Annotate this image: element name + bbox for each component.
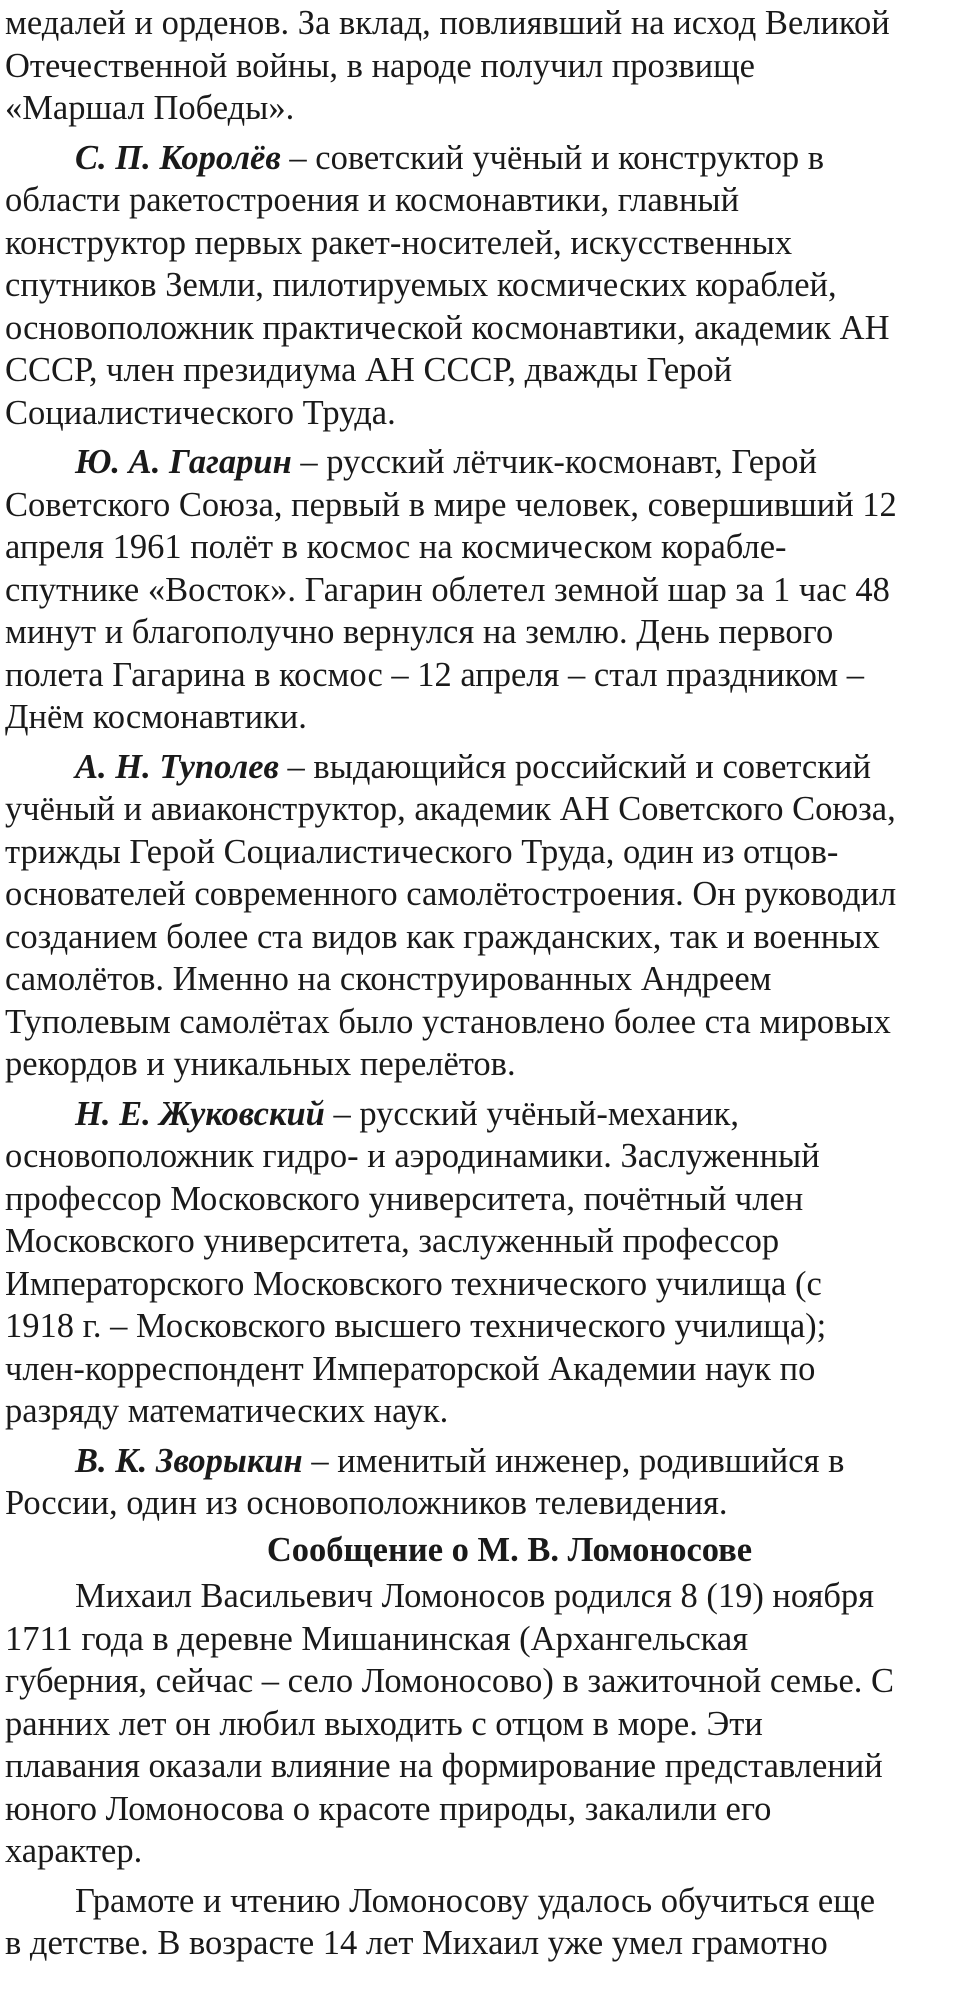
text-line: профессор Московского университета, почётный член — [5, 1179, 804, 1218]
text-line: характер. — [5, 1832, 143, 1870]
paragraph-zhukov-fragment — [5, 2, 954, 130]
text-line: Советского Союза, первый в мире человек, совершивший 12 — [5, 485, 897, 524]
lomonosov-paragraph-2 — [5, 1880, 954, 1965]
text-line: Грамоте и чтению Ломоносову удалось обучиться еще — [75, 1881, 876, 1920]
bio-name: В. К. Зворыкин — [75, 1441, 303, 1480]
bio-name: Н. Е. Жуковский — [75, 1094, 325, 1133]
section-heading: Сообщение о М. В. Ломоносове — [266, 1530, 753, 1569]
text-line: СССР, член президиума АН СССР, дважды Герой — [5, 351, 733, 389]
text-line: в детстве. В возрасте 14 лет Михаил уже умел грамотно — [5, 1924, 828, 1962]
text-line: спутников Земли, пилотируемых космических кораблей, — [5, 266, 837, 304]
bio-first-line — [5, 137, 954, 180]
text-line: Михаил Васильевич Ломоносов родился 8 (19) ноября — [75, 1577, 875, 1615]
text-line: Социалистического Труда. — [5, 393, 396, 432]
text-line: области ракетостроения и космонавтики, главный — [5, 181, 740, 219]
bio-first-rest: – советский учёный и конструктор в — [280, 138, 825, 177]
text-line: созданием более ста видов как гражданских, так и военных — [5, 917, 880, 956]
bio-first-line — [5, 746, 954, 789]
text-line: юного Ломоносова о красоте природы, закалили его — [5, 1789, 772, 1828]
lomonosov-paragraph-1 — [5, 1575, 954, 1873]
bio-first-rest: – выдающийся российский и советский — [278, 747, 871, 786]
text-line: плавания оказали влияние на формирование представлений — [5, 1747, 883, 1785]
text-line: Отечественной войны, в народе получил прозвище — [5, 46, 755, 85]
text-line: конструктор первых ракет-носителей, искусственных — [5, 223, 793, 262]
bio-first-line — [5, 1440, 954, 1483]
text-line: ранних лет он любил выходить с отцом в море. Эти — [5, 1704, 763, 1743]
text-line: учёный и авиаконструктор, академик АН Советского Союза, — [5, 790, 896, 828]
bio-first-rest: – русский лётчик-космонавт, Герой — [291, 443, 817, 481]
text-line: 1711 года в деревне Мишанинская (Архангельская — [5, 1619, 749, 1658]
bio-name: С. П. Королёв — [75, 138, 281, 177]
text-line: Туполевым самолётах было установлено более ста мировых — [5, 1002, 891, 1041]
text-line: медалей и орденов. За вклад, повлиявший на исход Великой — [5, 4, 890, 42]
bio-first-rest: – русский учёный-механик, — [324, 1094, 739, 1133]
bio-first-rest: – именитый инженер, родившийся в — [302, 1441, 845, 1480]
bio-first-line — [5, 441, 954, 484]
bio-name: А. Н. Туполев — [75, 747, 279, 786]
text-line: самолётов. Именно на сконструированных Андреем — [5, 960, 772, 998]
text-line: основоположник гидро- и аэродинамики. Заслуженный — [5, 1137, 820, 1175]
bio-tupolev — [5, 746, 954, 1086]
text-line: основоположник практической космонавтики, академик АН — [5, 308, 890, 347]
text-line: 1918 г. – Московского высшего технического училища); — [5, 1307, 827, 1345]
text-line: спутнике «Восток». Гагарин облетел земной шар за 1 час 48 — [5, 570, 890, 609]
text-line: член-корреспондент Императорской Академии наук по — [5, 1349, 816, 1388]
text-line: рекордов и уникальных перелётов. — [5, 1045, 516, 1083]
text-line: «Маршал Победы». — [5, 89, 295, 127]
bio-korolev — [5, 137, 954, 435]
bio-zworykin — [5, 1440, 954, 1525]
bio-zhukovsky — [5, 1093, 954, 1433]
text-line: России, один из основоположников телевидения. — [5, 1484, 728, 1522]
bio-first-line — [5, 1093, 954, 1136]
text-line: Днём космонавтики. — [5, 698, 307, 736]
bio-name: Ю. А. Гагарин — [75, 443, 292, 481]
text-line: разряду математических наук. — [5, 1392, 449, 1430]
text-line: Императорского Московского технического училища (с — [5, 1264, 822, 1303]
text-line: губерния, сейчас – село Ломоносово) в зажиточной семье. С — [5, 1662, 895, 1700]
text-line: апреля 1961 полёт в космос на космическом корабле- — [5, 528, 787, 566]
text-line: Московского университета, заслуженный профессор — [5, 1222, 780, 1260]
text-line: минут и благополучно вернулся на землю. День первого — [5, 613, 834, 651]
text-line: полета Гагарина в космос – 12 апреля – стал праздником – — [5, 655, 864, 694]
text-line: трижды Герой Социалистического Труда, один из отцов- — [5, 832, 839, 871]
bio-gagarin — [5, 441, 954, 739]
text-line: основателей современного самолётостроения. Он руководил — [5, 875, 897, 913]
